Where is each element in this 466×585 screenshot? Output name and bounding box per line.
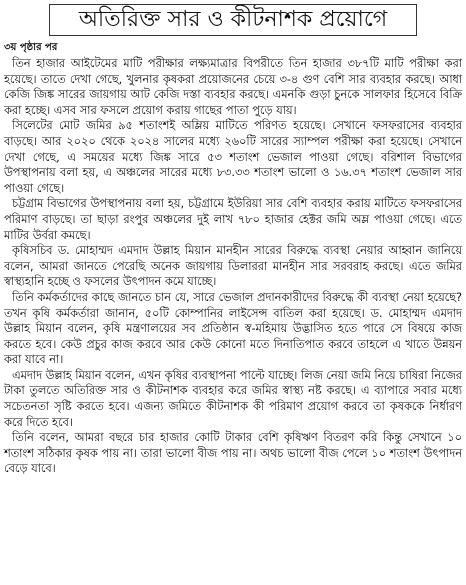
article-paragraph: তিন হাজার আইটেমের মাটি পরীক্ষার লক্ষ্যমাত্রার বিপরীতে তিন হাজার ৩৮৭টি মাটি পরীক্ষা করা হয়েছে। তাতে দেখা গেছে, খুলনার কৃষকরা প্রয়োজনের চেয়ে ৩-৪ গুণ বেশি সার ব্যবহার করছে। আধা কেজি জিঙ্ক সারের জায়গায় আট কেজি দস্তা ব্যবহার করছে। এমনকি গুড়া চুনকে সালফার হিসেবে বিক্রি করা হচ্ছে। এসব সার ফসলে প্রয়োগ করায় গাছের পাতা পুড়ে যায়। [4, 57, 462, 117]
article-paragraph: সিলেটের মোট জমির ৯৫ শতাংশই অম্লিয় মাটিতে পরিণত হয়েছে। সেখানে ফসফরাসের ব্যবহার বাড়ছে। আর ২০২০ থেকে ২০২৪ সালের মধ্যে ২৬০টি সারের স্যাম্পল পরীক্ষা করা হয়েছে। সেখানে দেখা গেছে, এ সময়ের মধ্যে জিঙ্ক সারে ৫৩ শতাংশ ভেজাল পাওয়া গেছে। বরিশাল বিভাগের উপস্থাপনায় বলা হয়, এ অঞ্চলের সারের মধ্যে ৮৩.৩৩ শতাংশ ভালো ও ১৬.৩৭ শতাংশ ভেজাল সার পাওয়া গেছে। [4, 119, 462, 195]
article-paragraph: কৃষিসচিব ড. মোহাম্মদ এমদাদ উল্লাহ মিয়ান মানহীন সারের বিরুদ্ধে ব্যবস্থা নেয়ার আহ্বান জানিয়ে বলেন, আমরা জানতে পেরেছি অনেক জায়গায় ডিলাররা মানহীন সার সরবরাহ করছে। এতে জমির স্বাস্থ্যহানি হচ্ছে ও ফসলের উৎপাদন কমে যাচ্ছে। [4, 244, 462, 289]
headline: অতিরিক্ত সার ও কীটনাশক প্রয়োগে [78, 7, 388, 32]
headline-box [49, 4, 417, 36]
continued-from-label: ৩য় পৃষ্ঠার পর [4, 42, 58, 53]
article-paragraph: তিনি কর্মকর্তাদের কাছে জানতে চান যে, সারে ভেজাল প্রদানকারীদের বিরুদ্ধে কী ব্যবস্থা নেয়া হয়েছে? তখন কৃষি কর্মকর্তারা জানান, ৫০টি কোম্পানির লাইসেন্স বাতিল করা হয়েছে। ড. মোহাম্মদ এমদাদ উল্লাহ মিয়ান বলেন, কৃষি মন্ত্রণালয়ের সব প্রতিষ্ঠান স্ব-মহিমায় উদ্ভাসিত হতে পারে সে বিষয়ে কাজ করতে হবে। কেউ প্রচুর কাজ করবে আর কেউ কোনো মতে দিনাতিপাত করবে তাহলে এ খাতে উন্নয়ন করা যাবে না। [4, 290, 462, 367]
news-clipping [4, 0, 462, 585]
article-paragraph: এমদাদ উল্লাহ মিয়ান বলেন, এখন কৃষির ব্যবস্থাপনা পাল্টে যাচ্ছে। লিজ নেয়া জমি নিয়ে চাষিরা নিজের টাকা তুলতে অতিরিক্ত সার ও কীটনাশক ব্যবহার করে জমির স্বাস্থ্য নষ্ট করছে। এ ব্যাপারে সবার মধ্যে সচেতনতা সৃষ্টি করতে হবে। এজন্য জমিতে কীটনাশক কী পরিমাণ প্রয়োগ করবে তা কৃষককে নির্ধারণ করে দিতে হবে। [4, 368, 462, 429]
article-paragraph: চট্টগ্রাম বিভাগের উপস্থাপনায় বলা হয়, চট্টগ্রামে ইউরিয়া সার বেশি ব্যবহার করায় মাটিতে ফসফরাসের পরিমাণ বাড়ছে। তা ছাড়া রংপুর অঞ্চলের দুই লাখ ৭৮০ হাজার হেক্টর জমি অম্ল পাওয়া গেছে। এতে মাটির উর্বরা কমছে। [4, 197, 462, 242]
article-paragraph: তিনি বলেন, আমরা বছরে চার হাজার কোটি টাকার বেশি কৃষিঋণ বিতরণ করি কিন্তু সেখানে ১০ শতাংশ সঠিকার কৃষক পায় না। তারা ভালো বীজ পায় না। অথচ ভালো বীজ পেলে ১০ শতাংশ উৎপাদন বেড়ে যাবে। [4, 431, 462, 476]
article-body [4, 56, 462, 477]
